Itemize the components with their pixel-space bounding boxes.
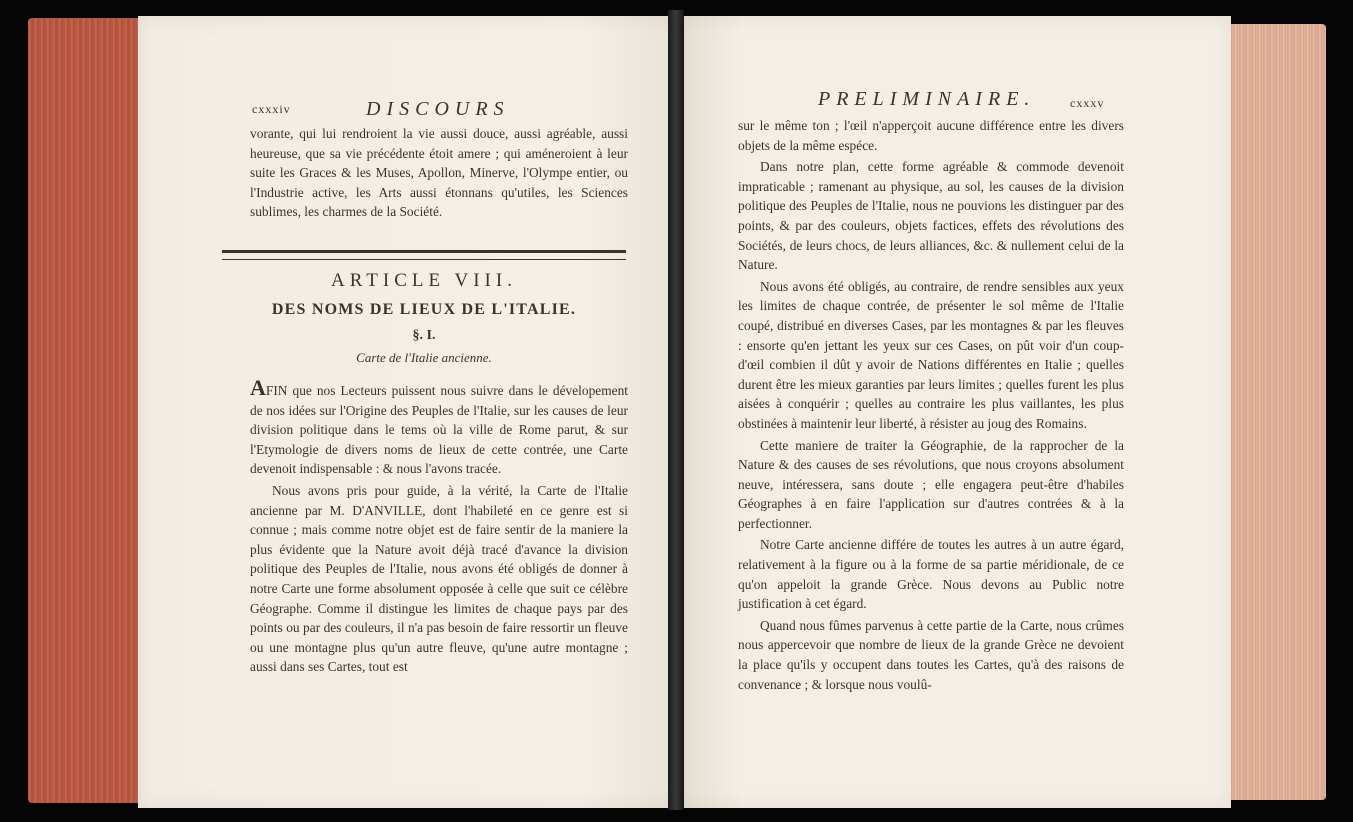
article-title: ARTICLE VIII. [331, 270, 517, 291]
left-paragraph-1-text: FIN que nos Lecteurs puissent nous suivre dans le dévelopement de nos idées sur l'Origine des Peuples de l'Italie, sur les causes de leur division politique dans le tems où la ville de Rome parut, & sur l'Etymologie de divers noms de lieux de cette contrée, une Carte devenoit indispensable : & nous l'avons tracée. [250, 383, 628, 477]
right-paragraph-2: Dans notre plan, cette forme agréable & commode devenoit impraticable ; ramenant au physique, au sol, les causes de la division politique des Peuples de l'Italie, nous ne pouvions les distinguer par des points, & par des couleurs, objets factices, effets des révolutions des Sociétés, de leurs chocs, de leurs alliances, &c. & nullement celui de la Nature. [738, 159, 1124, 273]
right-running-head [818, 88, 1035, 111]
right-body-text [738, 116, 1124, 696]
left-page-edges [28, 18, 148, 803]
left-intro-paragraph: vorante, qui lui rendroient la vie aussi douce, aussi agréable, aussi heureuse, que sa vie précédente étoit amere ; qui améneroient à leur suite les Graces & les Muses, Apollon, Minerve, l'Olympe entier, ou l'Industrie active, les Arts aussi étonnans qu'utiles, les Sciences sublimes, les charmes de la Société. [250, 126, 628, 220]
drop-cap: A [250, 375, 266, 400]
right-paragraph-1: sur le même ton ; l'œil n'apperçoit aucune différence entre les divers objets de la même espéce. [738, 118, 1124, 153]
right-paragraph-4: Cette maniere de traiter la Géographie, de la rapprocher de la Nature & des causes de ses révolutions, que nous croyons absolument neuve, intéressera, sans doute ; elle engagera peut-être d'habiles Géographes à en faire l'application sur d'autres contrées & à la perfectionner. [738, 437, 1124, 531]
left-running-head [366, 98, 510, 121]
open-book [28, 10, 1326, 810]
right-paragraph-6: Quand nous fûmes parvenus à cette partie de la Carte, nous crûmes nous appercevoir que nombre de lieux de la grande Grèce ne devoient la place qu'ils y occupent dans toutes les Cartes, qu'à des raisons de convenance ; & lorsque nous voulû- [738, 617, 1124, 692]
article-subtitle: DES NOMS DE LIEUX DE L'ITALIE. [271, 301, 577, 318]
article-rule [222, 250, 626, 260]
left-intro-text [250, 124, 628, 224]
right-running-head-text: PRELIMINAIRE. [818, 88, 1036, 110]
left-paragraph-1 [250, 375, 628, 479]
left-paragraph-2: Nous avons pris pour guide, à la vérité, la Carte de l'Italie ancienne par M. D'ANVILLE, dont l'habileté en ce genre est si connue ; mais comme notre objet est de faire sentir de la maniere la plus évidente que la Nature avoit déjà tracé d'avance la division politique des Peuples de l'Italie, nous avons été obligés de donner à notre Carte une forme absolument opposée à celle que suit ce célèbre Géographe. Comme il distingue les limites de chaque pays par des points ou par des couleurs, il n'a pas besoin de faire ressortir un fleuve ou une montagne plus qu'un autre fleuve, qu'une autre montagne ; aussi dans ses Cartes, tout est [250, 482, 628, 675]
left-page-number: cxxxiv [252, 102, 291, 116]
right-paragraph-5: Notre Carte ancienne différe de toutes les autres à un autre égard, relativement à la figure ou à la forme de sa partie méridionale, de ce qu'on appeloit la grande Grèce. Nous devons au Public notre justification à cet égard. [738, 537, 1124, 612]
right-page-header [1070, 96, 1104, 112]
book-gutter [668, 10, 684, 810]
left-page-header [252, 102, 291, 118]
section-mark: §. I. [412, 328, 436, 343]
left-body-text [250, 375, 628, 679]
right-page-edges [1226, 24, 1326, 800]
section-caption: Carte de l'Italie ancienne. [356, 350, 492, 365]
right-page-number: cxxxv [1070, 96, 1105, 110]
left-running-head-text: DISCOURS [366, 98, 510, 120]
right-paragraph-3: Nous avons été obligés, au contraire, de rendre sensibles aux yeux les limites de chaque contrée, de présenter le sol même de l'Italie coupé, distribué en diverses Cases, par les montagnes & par les fleuves : ensorte qu'en jettant les yeux sur ces Cases, on pût voir d'un coup-d'œil combien il dût y avoir de Nations différentes en Italie ; quelles durent être les mieux garanties par leurs limites ; quelles furent les plus aisées à conquérir ; quelles au contraire les plus vaillantes, les plus obstinées à maintenir leur liberté, à résister au joug des Romains. [738, 278, 1124, 431]
